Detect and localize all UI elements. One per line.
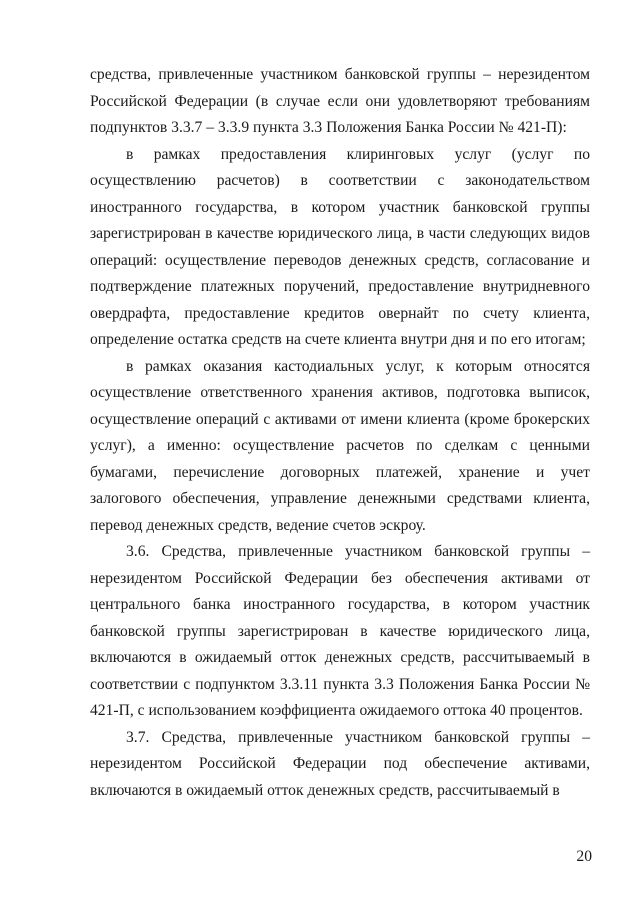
paragraph-text: Средства, привлеченные участником банковской группы – нерезидентом Российской Федерации под обеспечение активами, включаются в ожидаемый отток денежных средств, рассчитываемый в <box>90 728 590 799</box>
paragraph-text: в рамках предоставления клиринговых услуг (услуг по осуществлению расчетов) в соответствии с законодательством иностранного государства, в котором участник банковской группы зарегистрирован в качестве юридического лица, в части следующих видов операций: осуществление переводов денежных средств, согласование и подтверждение платежных поручений, предоставление внутридневного овердрафта, предоставление кредитов овернайт по счету клиента, определение остатка средств на счете клиента внутри дня и по его итогам; <box>90 145 590 348</box>
paragraph-text: в рамках оказания кастодиальных услуг, к которым относятся осуществление ответственного хранения активов, подготовка выписок, осуществление операций с активами от имени клиента (кроме брокерских услуг), а именно: осуществление расчетов по сделкам с ценными бумагами, перечисление договорных платежей, хранение и учет залогового обеспечения, управление денежными средствами клиента, перевод денежных средств, ведение счетов эскроу. <box>90 357 590 534</box>
paragraph-text: средства, привлеченные участником банковской группы – нерезидентом Российской Федерации (в случае если они удовлетворяют требованиям подпунктов 3.3.7 – 3.3.9 пункта 3.3 Положения Банка России № 421-П): <box>90 66 590 136</box>
item-number: 3.7. <box>126 728 150 746</box>
paragraph-item-3-6 <box>90 539 590 725</box>
page-number: 20 <box>576 848 592 865</box>
paragraph-custodial-services <box>90 354 590 540</box>
item-number: 3.6. <box>126 543 150 560</box>
paragraph-clearing-services <box>90 142 590 354</box>
paragraph-item-3-7 <box>90 725 590 805</box>
document-body <box>90 62 590 804</box>
paragraph-intro <box>90 62 590 142</box>
paragraph-text: Средства, привлеченные участником банковской группы – нерезидентом Российской Федерации без обеспечения активами от центрального банка иностранного государства, в котором участник банковской группы зарегистрирован в качестве юридического лица, включаются в ожидаемый отток денежных средств, рассчитываемый в соответствии с подпунктом 3.3.11 пункта 3.3 Положения Банка России № 421-П, с использованием коэффициента ожидаемого оттока 40 процентов. <box>90 543 590 719</box>
